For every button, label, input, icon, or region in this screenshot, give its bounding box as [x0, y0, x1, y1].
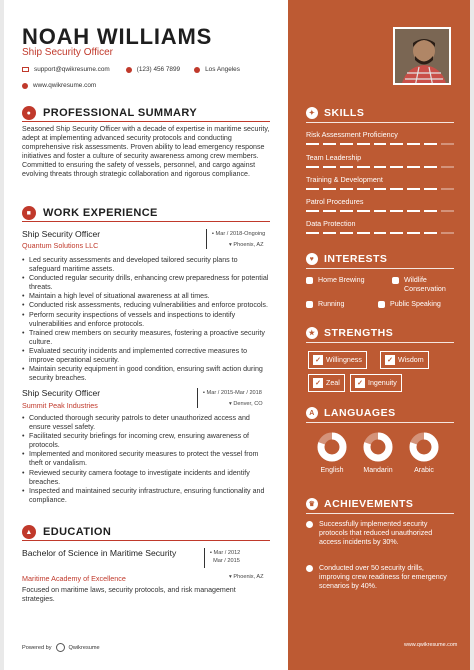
- achievement-item: Successfully implemented security protocols that reduced unauthorized access incidents by 30%.: [306, 520, 456, 547]
- skill-item: [306, 175, 454, 190]
- edu-description: Focused on maritime laws, security protocols, and risk management strategies.: [22, 586, 236, 604]
- email-icon: [22, 67, 29, 72]
- job-bullets-2: [22, 414, 270, 505]
- skill-item: [306, 197, 454, 212]
- skill-name: Risk Assessment Proficiency: [306, 130, 398, 139]
- list-item: • Reviewed security camera footage to investigate incidents and identify breaches.: [22, 469, 270, 487]
- summary-heading: [22, 106, 197, 120]
- experience-divider: [22, 221, 270, 222]
- summary-heading-text: PROFESSIONAL SUMMARY: [43, 107, 198, 119]
- edu-location: ▾ Phoenix, AZ: [229, 574, 264, 580]
- leaf-icon: [392, 277, 399, 284]
- skill-item: [306, 130, 454, 145]
- briefcase-icon: ■: [22, 206, 36, 220]
- strength-tag: ✓ Zeal: [308, 374, 345, 392]
- star-icon: ★: [306, 327, 318, 339]
- interest-item: Public Speaking: [378, 300, 441, 309]
- job-date-1: ▪ Mar / 2018-Ongoing: [212, 231, 266, 237]
- job-divider-2: [197, 388, 198, 408]
- speaker-icon: [378, 301, 385, 308]
- degree-title: Bachelor of Science in Maritime Security: [22, 548, 177, 558]
- interest-item: Home Brewing: [306, 276, 365, 285]
- location-icon: [194, 67, 200, 73]
- language-level-ring: [362, 431, 394, 463]
- language-level-ring: [316, 431, 348, 463]
- phone-text: (123) 456 7899: [136, 66, 181, 73]
- skills-heading-text: SKILLS: [324, 107, 365, 119]
- list-item: • Facilitated security briefings for incoming crew, ensuring awareness of protocols.: [22, 432, 270, 450]
- job-title-2: Ship Security Officer: [22, 388, 101, 398]
- list-item: • Maintain a high level of situational awareness at all times.: [22, 292, 270, 301]
- languages-heading: [306, 407, 396, 419]
- strength-tag: ✓ Willingness: [308, 351, 367, 369]
- job-divider-1: [206, 229, 207, 249]
- website-text[interactable]: www.qwikresume.com: [33, 82, 97, 89]
- thumbs-up-icon: ✓: [313, 355, 323, 365]
- flame-icon: ✓: [313, 378, 323, 388]
- skill-name: Team Leadership: [306, 153, 362, 162]
- location-text: Los Angeles: [205, 66, 240, 73]
- skill-name: Patrol Procedures: [306, 197, 364, 206]
- interest-item: Running: [306, 300, 344, 309]
- strength-tag: ✓ Wisdom: [380, 351, 429, 369]
- skills-divider: [306, 122, 454, 123]
- tools-icon: ✦: [306, 107, 318, 119]
- beer-icon: [306, 277, 313, 284]
- edu-date: ▪ Mar / 2012 Mar / 2015: [210, 550, 241, 564]
- main-column: [4, 0, 282, 670]
- person-icon: [395, 29, 451, 85]
- paw-icon: [306, 301, 313, 308]
- qwikresume-logo-icon: [56, 643, 65, 652]
- experience-heading: [22, 206, 158, 220]
- user-icon: ●: [22, 106, 36, 120]
- job-company-2: Summit Peak Industries: [22, 401, 98, 410]
- list-item: • Evaluated security incidents and implemented corrective measures to improve operational security.: [22, 347, 270, 365]
- language-item: Mandarin: [358, 431, 398, 474]
- list-item: • Trained crew members on security measures, fostering a proactive security culture.: [22, 329, 270, 347]
- achievements-divider: [306, 513, 454, 514]
- award-icon: [306, 565, 313, 572]
- list-item: • Led security assessments and developed tailored security plans to safeguard maritime assets.: [22, 256, 270, 274]
- list-item: • Maintain security equipment in good condition, ensuring swift action during security breaches.: [22, 365, 270, 383]
- interests-divider: [306, 268, 454, 269]
- skills-heading: [306, 107, 364, 119]
- skill-level-bar: [306, 188, 454, 190]
- gear-icon: ✓: [355, 378, 365, 388]
- list-item: • Inspected and maintained security infrastructure, ensuring functionality and compliance.: [22, 487, 270, 505]
- edu-divider: [204, 548, 205, 568]
- language-level-ring: [408, 431, 440, 463]
- education-divider: [22, 540, 270, 541]
- heart-icon: ♥: [306, 253, 318, 265]
- achievements-heading: [306, 498, 413, 510]
- list-item: • Perform security inspections of vessels and inspections to identify vulnerabilities and enforce protocols.: [22, 311, 270, 329]
- languages-heading-text: LANGUAGES: [324, 407, 396, 419]
- language-icon: A: [306, 407, 318, 419]
- list-item: • Conducted regular security drills, enhancing crew preparedness for potential threats.: [22, 274, 270, 292]
- job-location-1: ▾ Phoenix, AZ: [229, 242, 264, 248]
- strengths-divider: [306, 342, 454, 343]
- award-icon: [306, 521, 313, 528]
- contact-line: [22, 66, 240, 73]
- strengths-heading-text: STRENGTHS: [324, 327, 394, 339]
- achievement-item: Conducted over 50 security drills, improving crew readiness for emergency scenarios by 40%.: [306, 564, 456, 591]
- skill-item: [306, 219, 454, 234]
- trophy-icon: ♛: [306, 498, 318, 510]
- strength-tag: ✓ Ingenuity: [350, 374, 402, 392]
- achievements-heading-text: ACHIEVEMENTS: [324, 498, 414, 510]
- email-text[interactable]: support@qwikresume.com: [34, 66, 110, 73]
- skill-level-bar: [306, 210, 454, 212]
- job-title-1: Ship Security Officer: [22, 229, 101, 239]
- summary-divider: [22, 121, 270, 122]
- job-company-1: Quantum Solutions LLC: [22, 241, 99, 250]
- job-date-2: ▪ Mar / 2015-Mar / 2018: [203, 390, 262, 396]
- education-heading: [22, 525, 111, 539]
- language-item: English: [312, 431, 352, 474]
- interests-heading: [306, 253, 387, 265]
- candidate-name: NOAH WILLIAMS: [22, 24, 213, 49]
- skill-name: Data Protection: [306, 219, 356, 228]
- profile-photo: [393, 27, 451, 85]
- brand-text: Qwikresume: [68, 644, 100, 651]
- bulb-icon: ✓: [385, 355, 395, 365]
- list-item: • Implemented and monitored security measures to protect the vessel from theft or vandalism.: [22, 450, 270, 468]
- skill-name: Training & Development: [306, 175, 383, 184]
- candidate-role: Ship Security Officer: [22, 47, 113, 58]
- interests-heading-text: INTERESTS: [324, 253, 388, 265]
- summary-text: Seasoned Ship Security Officer with a decade of expertise in maritime security, adept at implementing advanced security protocols and conducting comprehensive risk assessments. Proven ability to lead emergency response initiatives and foster a culture of security awareness among crew members. Committed to ensuring the safety of vessels, personnel, and cargo against evolving threats through strategic collaboration and rigorous compliance.: [22, 125, 270, 179]
- resume-page: [4, 0, 470, 670]
- interest-item: Wildlife Conservation: [392, 276, 454, 294]
- skill-level-bar: [306, 166, 454, 168]
- languages-divider: [306, 422, 454, 423]
- powered-by-text: Powered by: [22, 644, 52, 651]
- sidebar: [288, 0, 470, 670]
- list-item: • Conducted thorough security patrols to deter unauthorized access and ensure vessel safety.: [22, 414, 270, 432]
- graduation-cap-icon: ▲: [22, 525, 36, 539]
- website-line: [22, 82, 96, 89]
- skill-level-bar: [306, 143, 454, 145]
- skill-item: [306, 153, 454, 168]
- education-heading-text: EDUCATION: [43, 526, 112, 538]
- job-bullets-1: [22, 256, 270, 383]
- globe-icon: [22, 83, 28, 89]
- footer-website[interactable]: www.qwikresume.com: [404, 642, 458, 648]
- skill-level-bar: [306, 232, 454, 234]
- phone-icon: [126, 67, 132, 73]
- strengths-heading: [306, 327, 393, 339]
- experience-heading-text: WORK EXPERIENCE: [43, 207, 158, 219]
- job-location-2: ▾ Denver, CO: [229, 401, 263, 407]
- list-item: • Conducted risk assessments, reducing vulnerabilities and enforce protocols.: [22, 301, 270, 310]
- language-item: Arabic: [404, 431, 444, 474]
- edu-school: Maritime Academy of Excellence: [22, 574, 126, 583]
- footer-brand: [22, 643, 100, 652]
